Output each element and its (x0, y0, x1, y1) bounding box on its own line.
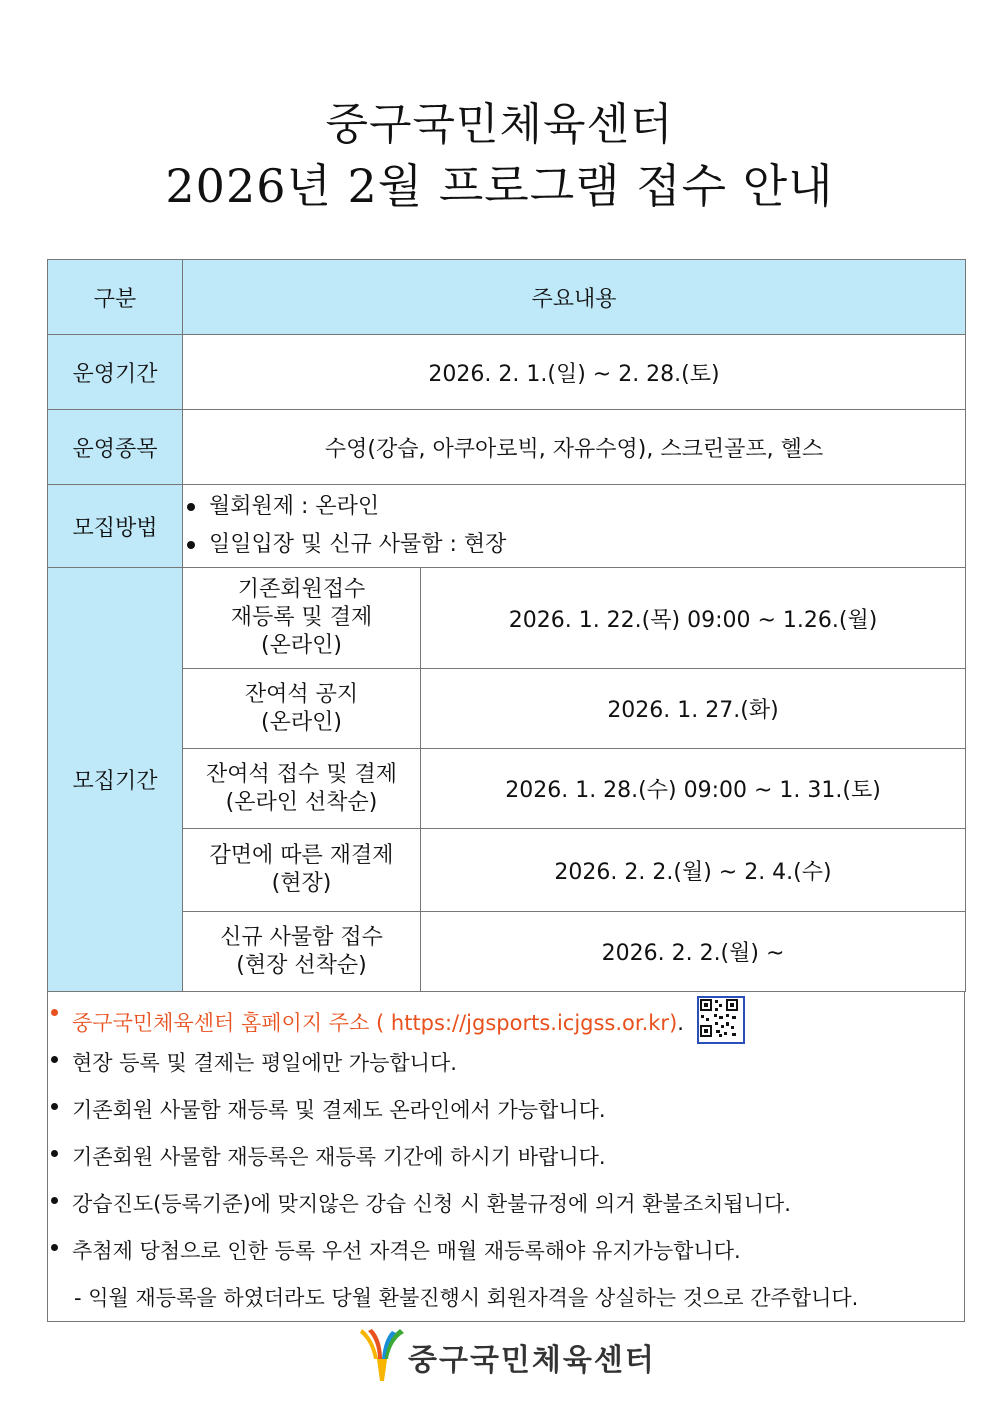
logo-icon (356, 1327, 406, 1383)
sports-value: 수영(강습, 아쿠아로빅, 자유수영), 스크린골프, 헬스 (183, 410, 966, 485)
method-label: 모집방법 (48, 485, 183, 568)
logo-text: 중구국민체육센터 (408, 1343, 656, 1378)
homepage-note: 중구국민체육센터 홈페이지 주소 ( https://jgsports.icjgss.or.kr). (48, 1000, 745, 1048)
header-category: 구분 (48, 260, 183, 335)
bullet-icon (51, 1244, 58, 1251)
period-value: 2026. 2. 1.(일) ~ 2. 28.(토) (183, 335, 966, 410)
recruit-row-name: 잔여석 접수 및 결제 (온라인 선착순) (183, 749, 421, 829)
list-item: 추첨제 당첨으로 인한 등록 우선 자격은 매월 재등록해야 유지가능합니다. (48, 1235, 741, 1265)
info-table (47, 259, 966, 992)
bullet-icon (187, 541, 195, 549)
list-item: 기존회원 사물함 재등록은 재등록 기간에 하시기 바랍니다. (48, 1141, 606, 1171)
homepage-link[interactable]: 중구국민체육센터 홈페이지 주소 ( https://jgsports.icjgss.or.kr) (72, 1011, 678, 1035)
page-subtitle: 2026년 2월 프로그램 접수 안내 (165, 159, 834, 213)
method-value (183, 485, 966, 568)
recruit-row-value: 2026. 2. 2.(월) ~ 2. 4.(수) (421, 829, 966, 912)
bullet-icon (51, 1103, 58, 1110)
qr-code-icon (697, 996, 745, 1044)
sports-label: 운영종목 (48, 410, 183, 485)
recruit-row-value: 2026. 1. 28.(수) 09:00 ~ 1. 31.(토) (421, 749, 966, 829)
bullet-icon (51, 1150, 58, 1157)
bullet-icon (51, 1009, 58, 1016)
list-item: 월회원제 : 온라인 (183, 488, 965, 526)
notes-box (47, 992, 965, 1322)
bullet-icon (51, 1056, 58, 1063)
page-title: 중구국민체육센터 (325, 99, 674, 150)
recruit-label: 모집기간 (48, 568, 183, 992)
footer-logo (356, 1325, 656, 1385)
header-content: 주요내용 (183, 260, 966, 335)
recruit-row-name: 신규 사물함 접수 (현장 선착순) (183, 912, 421, 992)
recruit-row-value: 2026. 1. 22.(목) 09:00 ~ 1.26.(월) (421, 568, 966, 669)
sub-note: - 익월 재등록을 하였더라도 당월 환불진행시 회원자격을 상실하는 것으로 간주합니다. (74, 1286, 859, 1310)
list-item: 강습진도(등록기준)에 맞지않은 강습 신청 시 환불규정에 의거 환불조치됩니다. (48, 1188, 791, 1218)
bullet-icon (51, 1197, 58, 1204)
list-item: 일일입장 및 신규 사물함 : 현장 (183, 526, 965, 564)
bullet-icon (187, 503, 195, 511)
recruit-row-name: 잔여석 공지 (온라인) (183, 669, 421, 749)
recruit-row-value: 2026. 2. 2.(월) ~ (421, 912, 966, 992)
recruit-row-name: 기존회원접수 재등록 및 결제 (온라인) (183, 568, 421, 669)
list-item: 현장 등록 및 결제는 평일에만 가능합니다. (48, 1047, 457, 1077)
period-label: 운영기간 (48, 335, 183, 410)
recruit-row-name: 감면에 따른 재결제 (현장) (183, 829, 421, 912)
list-item: 기존회원 사물함 재등록 및 결제도 온라인에서 가능합니다. (48, 1094, 606, 1124)
recruit-row-value: 2026. 1. 27.(화) (421, 669, 966, 749)
